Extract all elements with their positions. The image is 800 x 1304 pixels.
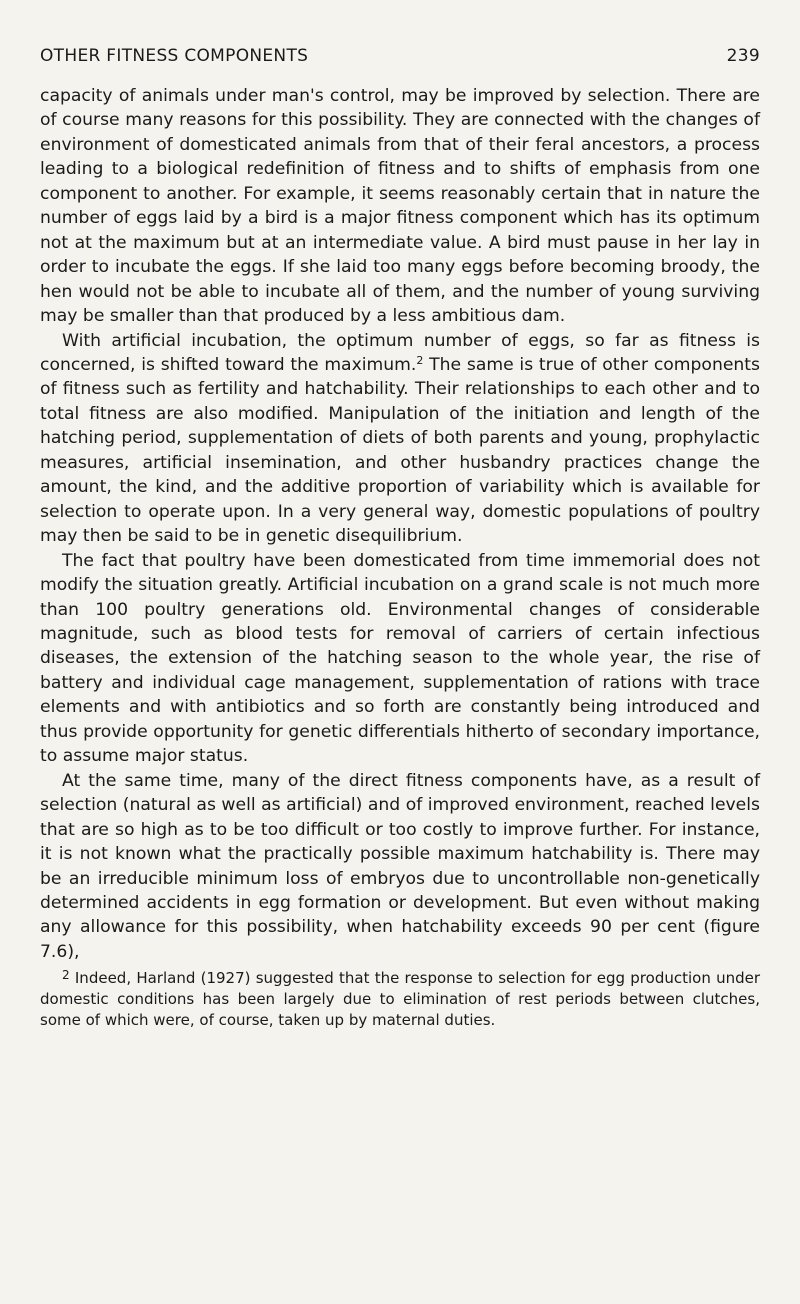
footnote-reference: 2 — [416, 353, 424, 367]
paragraph-2-text-b: The same is true of other components of fitness such as fertility and hatchability. Their relationships to each other and to total fitness are also modified. Manipulation of the initiation and length of the hatching period, supplementation of diets of both parents and young, prophylactic measures, artificial insemination, and other husbandry practices change the amount, the kind, and the additive proportion of variability which is available for selection to operate upon. In a very general way, domestic populations of poultry may then be said to be in genetic disequilibrium. — [40, 354, 761, 547]
footnote-text — [40, 968, 760, 1031]
paragraph-2 — [40, 329, 760, 549]
book-page — [40, 46, 760, 1031]
paragraph-4: At the same time, many of the direct fitness components have, as a result of selection (natural as well as artificial) and of improved environment, reached levels that are so high as to be too difficult or too costly to improve further. For instance, it is not known what the practically possible maximum hatchability is. There may be an irreducible minimum loss of embryos due to uncontrollable non-genetically determined accidents in egg formation or development. But even without making any allowance for this possibility, when hatchability exceeds 90 per cent (figure 7.6), — [40, 770, 760, 962]
body-text — [40, 84, 760, 964]
paragraph-3: The fact that poultry have been domesticated from time immemorial does not modify the situation greatly. Artificial incubation on a grand scale is not much more than 100 poultry generations old. Environmental changes of considerable magnitude, such as blood tests for removal of carriers of certain infectious diseases, the extension of the hatching season to the whole year, the rise of battery and individual cage management, supplementation of rations with trace elements and with antibiotics and so forth are constantly being introduced and thus provide opportunity for genetic differentials hitherto of secondary importance, to assume major status. — [40, 550, 760, 767]
page-number: 239 — [726, 46, 760, 66]
running-title: OTHER FITNESS COMPONENTS — [40, 46, 309, 66]
footnote — [40, 968, 760, 1031]
footnote-body: Indeed, Harland (1927) suggested that the response to selection for egg production under domestic conditions has been largely due to elimination of rest periods between clutches, some of which were, of course, taken up by maternal duties. — [40, 969, 760, 1030]
footnote-marker: 2 — [62, 968, 70, 983]
running-head — [40, 46, 760, 66]
paragraph-2-text-a: With artificial incubation, the optimum number of eggs, so far as fitness is concerned, is shifted toward the maximum. — [40, 330, 760, 375]
paragraph-1: capacity of animals under man's control, may be improved by selection. There are of course many reasons for this possibility. They are connected with the changes of environment of domesticated animals from that of their feral ancestors, a process leading to a biological redefinition of fitness and to shifts of emphasis from one component to another. For example, it seems reasonably certain that in nature the number of eggs laid by a bird is a major fitness component which has its optimum not at the maximum but at an intermediate value. A bird must pause in her lay in order to incubate the eggs. If she laid too many eggs before becoming broody, the hen would not be able to incubate all of them, and the number of young surviving may be smaller than that produced by a less ambitious dam. — [40, 86, 760, 327]
